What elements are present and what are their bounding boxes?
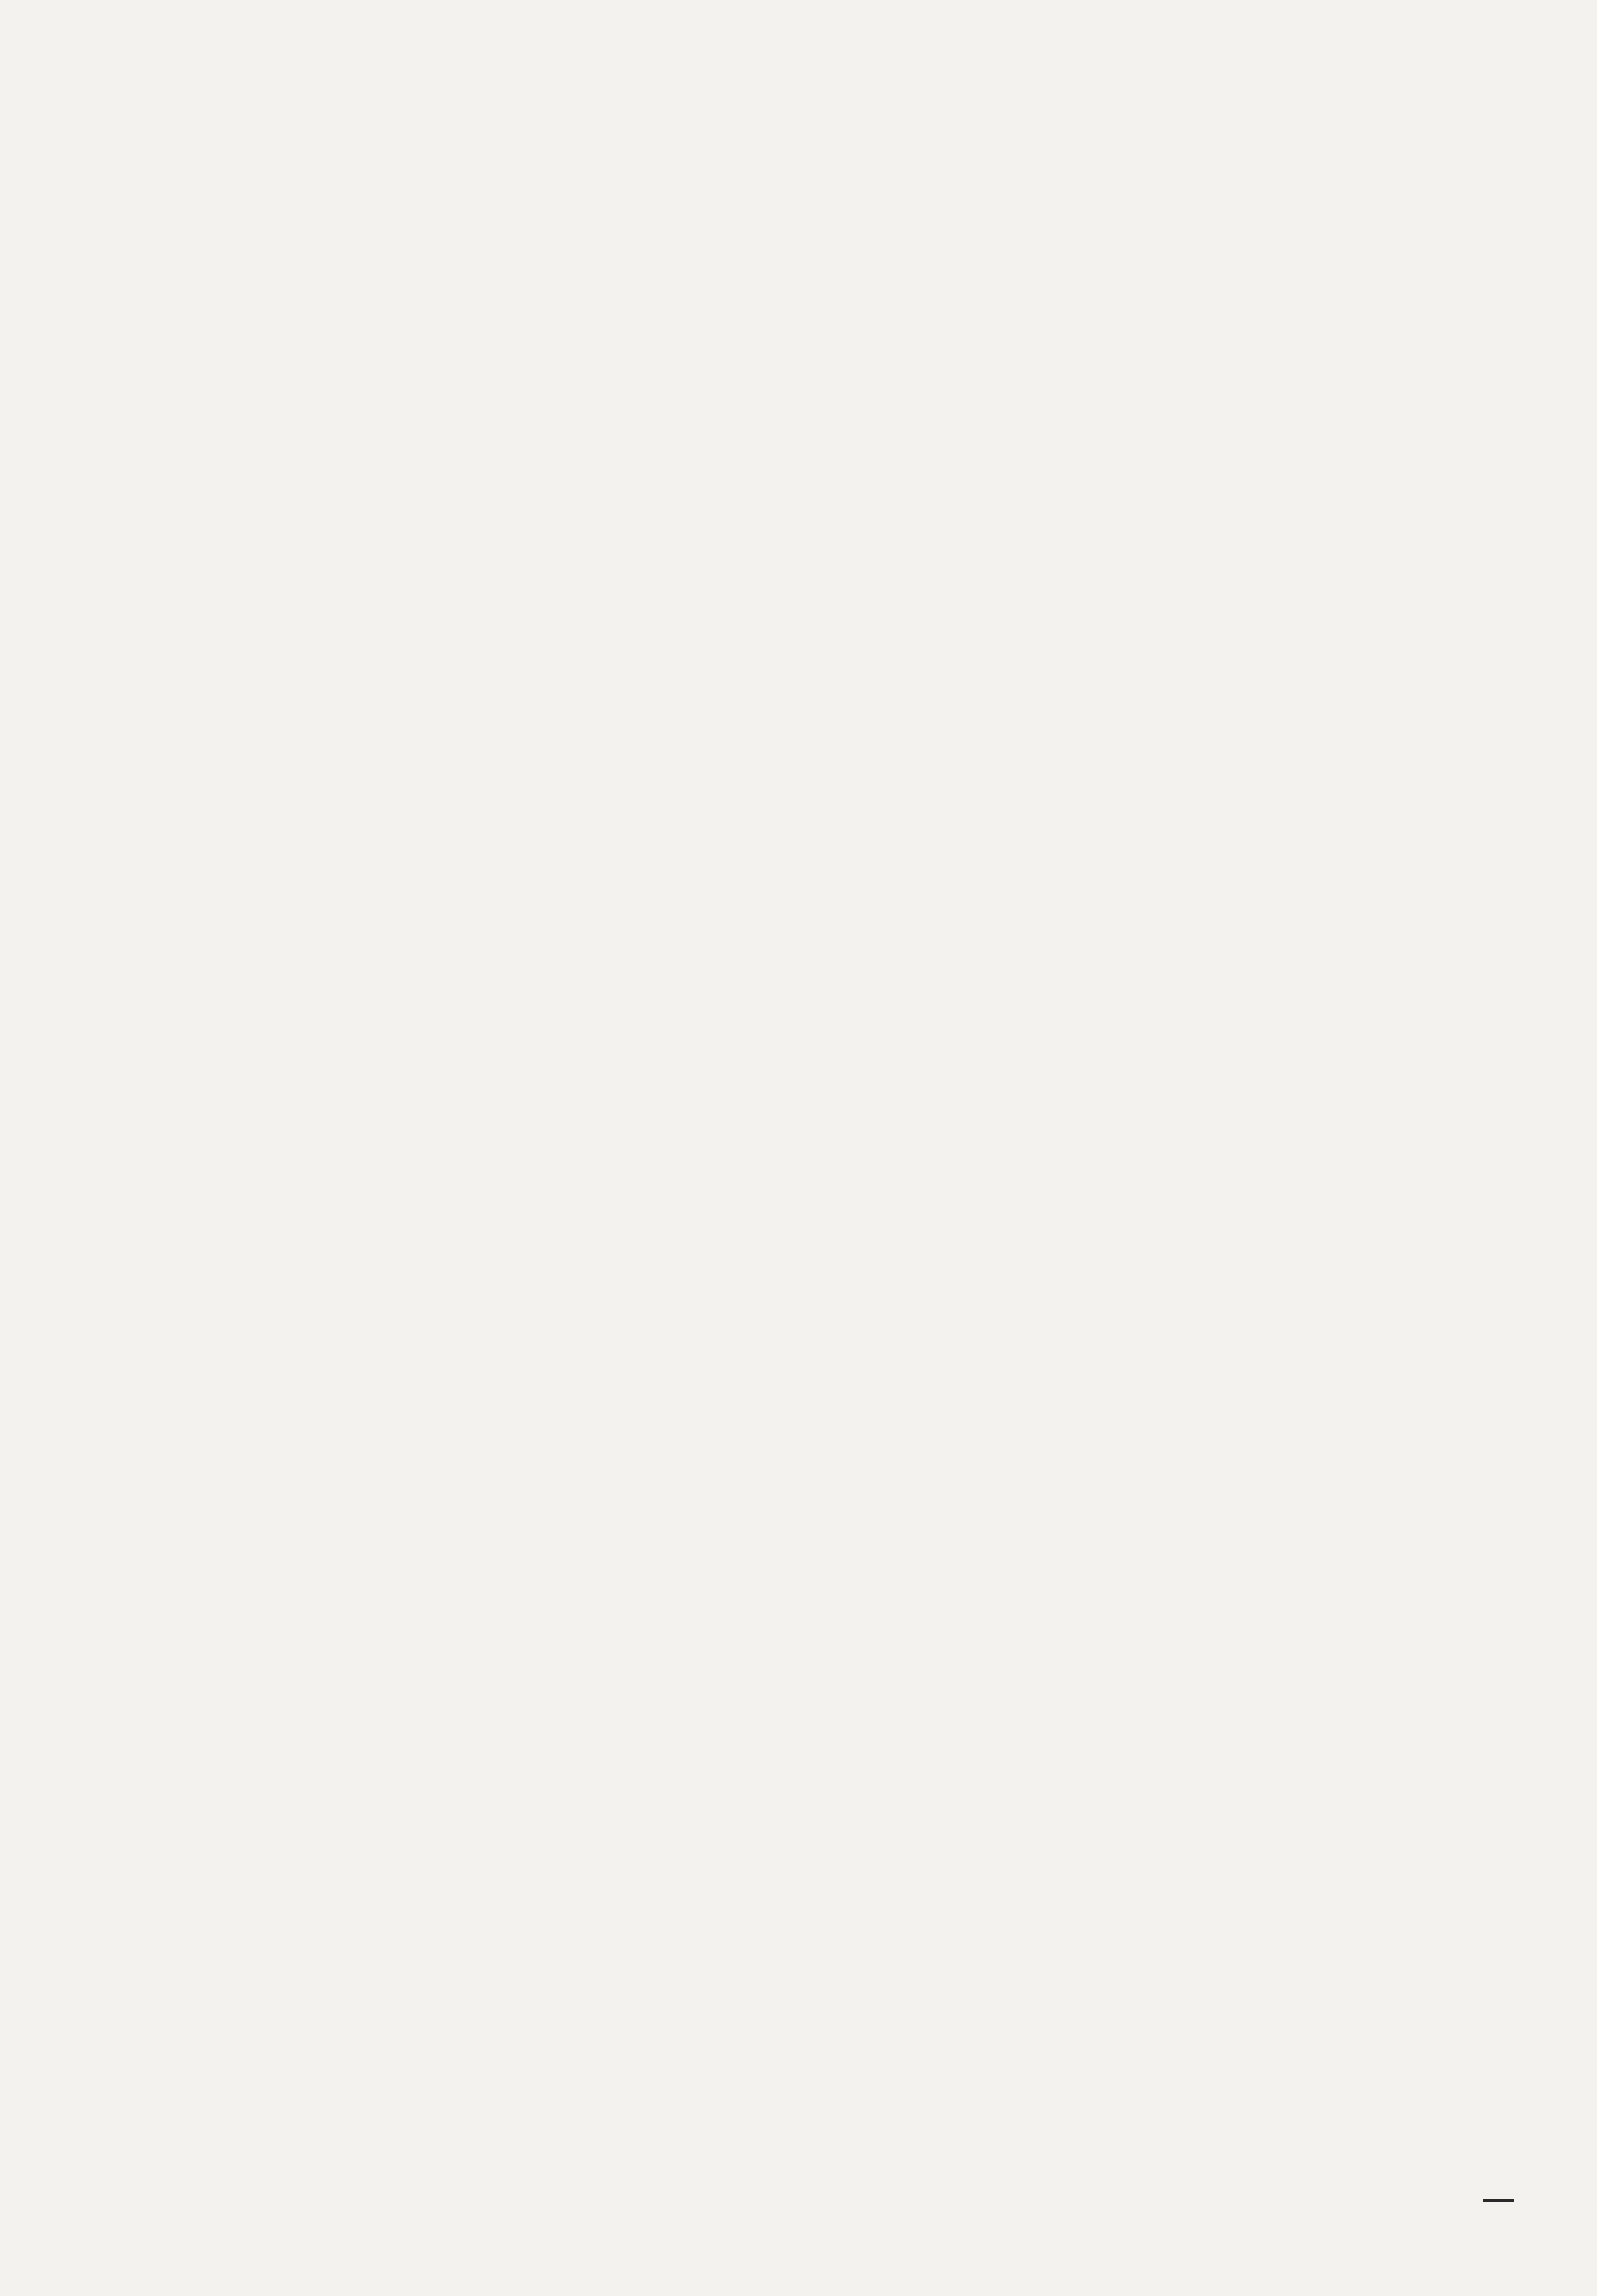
right-column [874,83,1536,96]
answer-item [161,128,865,172]
answer-item [161,350,865,394]
answer-item [161,83,865,128]
answer-item [161,216,865,261]
answer-item [161,305,865,350]
left-column [161,83,865,438]
page-number-dash [1483,2199,1514,2202]
answer-item [161,261,865,305]
answer-item [161,394,865,438]
answer-item [161,172,865,216]
